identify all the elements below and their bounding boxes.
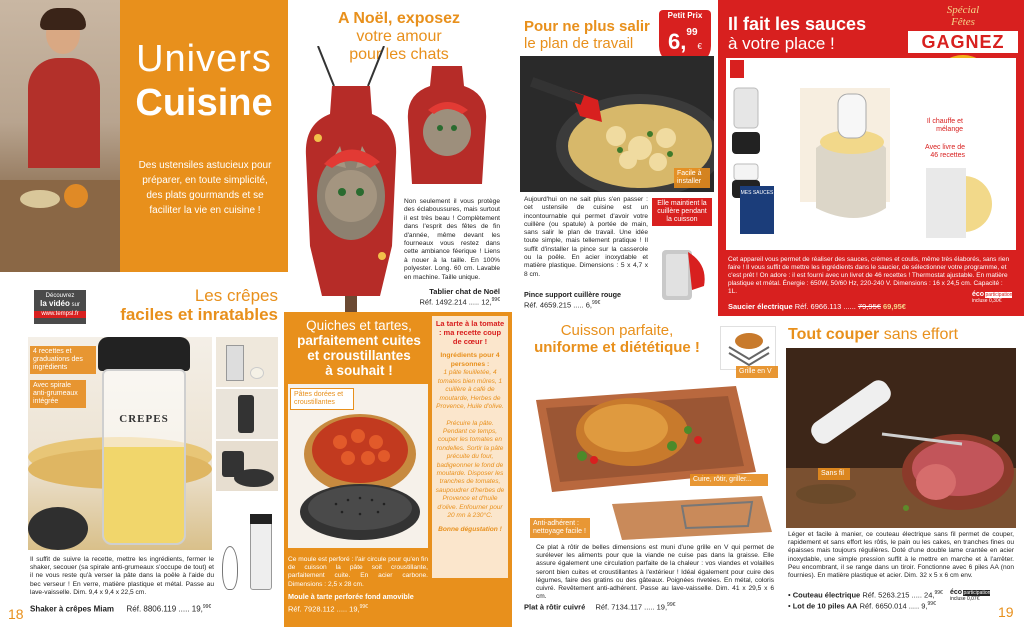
video-badge-url: www.tempsl.fr <box>34 311 86 318</box>
couper-description: Léger et facile à manier, ce couteau électrique sans fil permet de couper, rapidement et sans effort les rôtis, le pain ou les cakes, en tranches fines ou épaisses mais toujours régulières. Doté d'une double lame crantée en acier inoxydable, une simple pression suffit à le mettre en marche et à l'arrêter. Peu encombrant, il se range dans un tiroir. Fonctionne avec 6 piles AA (non fournies). En matière plastique et acier. Dim. 32 x 5 x 6 cm env. <box>788 531 1014 580</box>
quiche-ref: Réf. 7928.112 ..... 19, <box>288 604 360 614</box>
cuisson-price-line <box>524 602 774 612</box>
sauces-eco <box>972 292 1018 304</box>
cuisson-title <box>522 322 712 356</box>
noel-price-cents: 99€ <box>491 297 500 303</box>
quiche-title-line3: et croustillantes <box>307 348 411 363</box>
petit-prix-cents: 99 <box>686 27 698 38</box>
sauces-ref: Réf. 6966.113 ...... <box>794 302 856 311</box>
crepes-product: Shaker à crêpes Miam <box>30 604 115 614</box>
quiche-product: Moule à tarte perforée fond amovible <box>288 592 414 601</box>
cuisson-product: Plat à rôtir cuivré <box>524 602 586 612</box>
video-badge-line1: Découvrez <box>45 293 75 299</box>
crepes-thumb-1 <box>216 337 278 387</box>
sauces-title-line2: à votre place ! <box>728 34 835 53</box>
couper-item2-ref: Réf. 6650.014 ..... 9, <box>859 601 928 611</box>
sauces-product: Saucier électrique <box>728 302 793 311</box>
petit-prix-currency: € <box>697 42 702 51</box>
quiche-tag: Pâtes dorées et croustillantes <box>290 388 354 410</box>
plan-tag-maintient: Elle maintient la cuillère pendant la cuisson <box>652 198 712 226</box>
plan-ref: Réf. 4659.215 ..... 6, <box>524 300 592 310</box>
noel-product: Tablier chat de Noël <box>429 287 500 296</box>
sauces-tag-chauffe: Il chauffe et mélange <box>926 118 963 133</box>
knife-photo <box>786 348 1016 528</box>
cuisson-tag-cuire: Cuire, rôtir, griller... <box>690 474 768 486</box>
couper-item2: • Lot de 10 piles AA Réf. 6650.014 ..... 9,$^{99€}$ <box>788 601 936 611</box>
quiche-title <box>288 318 430 378</box>
crepes-thumb-4 <box>216 496 278 600</box>
recipe-footer: Bonne dégustation ! <box>438 526 502 534</box>
page-number-left: 18 <box>8 606 24 622</box>
crepes-price-line <box>30 604 216 614</box>
roast-pan-photo <box>522 356 780 540</box>
quiche-title-line4: à souhait ! <box>325 363 393 378</box>
crepes-thumb-3 <box>216 441 278 491</box>
sauces-description: Cet appareil vous permet de réaliser des sauces, crèmes et coulis, même très élaborés, sans rien faire ! Il vous suffit de mettre les ingrédients dans le saucier, de sélectionner votre programme, et c'est prêt ! On adore : il est fourni avec un livret de 46 recettes ! Thermostat ajustable. En matière plastique et métal. Énergie : 650W, 50/60 Hz, 220-240 V. Dimensions : 16 x 24,5 cm. Capacité : 1L. <box>728 256 1010 295</box>
couper-item1-name: Couteau électrique <box>792 590 861 600</box>
plan-title-line2: le plan de travail <box>524 35 634 52</box>
sauces-title-line1: Il fait les sauces <box>728 14 867 34</box>
univers-title-line1: Univers <box>136 38 272 80</box>
cuisson-ref: Réf. 7134.117 ..... 19, <box>595 602 668 612</box>
plan-product: Pince support cuillère rouge <box>524 290 622 299</box>
cuisson-title-line2: uniforme et diététique ! <box>534 339 700 356</box>
plan-title-line1: Pour ne plus salir <box>524 18 650 35</box>
cuisson-price-cents: 99€ <box>667 602 676 608</box>
plan-title <box>524 18 664 52</box>
crepes-thumb-2 <box>216 389 278 439</box>
crepes-title-line1: Les crêpes <box>194 286 278 305</box>
petit-prix-price: 6, <box>668 29 687 54</box>
sauces-eco-sub: participation <box>985 292 1013 298</box>
special-line1: Spécial <box>946 4 980 16</box>
roast-thumb <box>720 326 776 370</box>
crepes-title-line2: faciles et inratables <box>120 305 278 324</box>
cuisson-tag-antiadherent: Anti-adhérent : nettoyage facile ! <box>530 518 590 538</box>
special-line2: Fêtes <box>951 16 975 28</box>
couper-eco-sub: participation <box>963 590 991 596</box>
sauces-old-price: 79,95€ <box>857 302 881 311</box>
recipe-title: La tarte à la tomate : ma recette coup de cœur ! <box>435 319 505 346</box>
couper-title-a: Tout couper <box>788 326 880 343</box>
sauces-eco-amount: 0,30€ <box>988 298 1002 304</box>
couper-item1-ref: Réf. 5263.215 ..... 24, <box>862 590 935 600</box>
couper-eco-amount: 0,07€ <box>966 596 980 602</box>
sauces-eco-label: éco <box>972 291 985 298</box>
noel-ref: Réf. 1492.214 ..... 12, <box>419 297 492 307</box>
couper-title <box>788 326 1014 344</box>
video-badge-line2: la vidéo <box>40 299 70 308</box>
quiche-title-line1: Quiches et tartes, <box>306 318 412 333</box>
recipe-steps: Précuire la pâte. Pendant ce temps, couper les tomates en rondelles. Sortir la pâte précuite du four, badigeonner le fond de moutarde. Disposer les tranches de tomates, saupoudrer d'herbes de Provence et d'huile d'olive. Enfourner pour 20 mn à 230°C. <box>435 419 505 519</box>
quiche-description: Ce moule est perforé : l'air circule pour qu'en fin de cuisson la pâte soit croustillante, parfaitement cuite. En acier carbone. Dimensions : 2,5 x 28 cm. <box>288 556 428 588</box>
page-number-right: 19 <box>998 604 1014 620</box>
sauces-new-price: 69,95€ <box>883 302 906 311</box>
petit-prix-label: Petit Prix <box>659 10 711 22</box>
noel-title-line1: A Noël, exposez <box>337 10 461 27</box>
recipe-ingredients-title: Ingrédients pour 4 personnes : <box>440 352 500 368</box>
sauces-book-title: MES SAUCES <box>740 190 774 196</box>
couper-item1-cents: 99€ <box>934 590 943 596</box>
couper-eco-label: éco <box>950 589 963 596</box>
univers-title-line2: Cuisine <box>135 82 273 124</box>
couper-item2-name: Lot de 10 piles AA <box>792 601 858 611</box>
noel-price <box>404 297 500 307</box>
gagnez-label: GAGNEZ <box>908 31 1018 53</box>
univers-panel <box>120 0 288 272</box>
apron-photo <box>300 46 402 312</box>
apron-detail-photo <box>404 66 490 184</box>
cuisson-description: Ce plat à rôtir de belles dimensions est muni d'une grille en V qui permet de surélever les aliments pour que la viande ne cuise pas dans la graisse. Elle assure également une circulation parfaite de la chaleur : vos viandes et volailles seront bien cuites et croustillantes à l'extérieur ! Idéal également pour cuire des légumes, faire des gratins ou des gâteaux. Poignées rivetées. En métal, coloris cuivré. Revêtement anti-adhérent. Passe au lave-vaisselle. Dim. 41 x 29,5 x 6 cm. <box>536 544 774 601</box>
cuisson-title-line1: Cuisson parfaite, <box>560 322 674 339</box>
couper-item1: • Couteau électrique Réf. 5263.215 ..... 24,$^{99€}$ <box>788 590 943 600</box>
chef-photo <box>0 0 120 272</box>
sauces-eco-incl: incluse <box>972 298 988 304</box>
crepes-title <box>92 286 278 324</box>
plan-price-line <box>524 300 656 310</box>
quiche-title-line2: parfaitement cuites <box>297 333 421 348</box>
shaker-label: CREPES <box>119 413 169 425</box>
crepes-description: Il suffit de suivre la recette, mettre les ingrédients, fermer le shaker, secouer (sa spirale anti-grumeaux s'occupe de tout) et il ne vous reste qu'à verser la pâte dans la poêle à l'aide du bec verseur ! En verre, matière plastique et métal. Passe au lave-vaisselle. Dim. 9,4 x 9,4 x 22,5 cm. <box>30 556 214 596</box>
cuisson-tag-grille: Grille en V <box>736 366 778 378</box>
video-badge-line3: sur <box>71 302 80 308</box>
couper-eco <box>950 590 996 602</box>
plan-price-cents: 99€ <box>591 300 601 306</box>
noel-title-line3: pour les chats <box>349 46 449 63</box>
couper-item2-cents: 99€ <box>927 601 936 607</box>
univers-intro: Des ustensiles astucieux pour préparer, en toute simplicité, des plats gourmands et se faciliter la vie en cuisine ! <box>138 160 272 216</box>
recipe-ingredients: 1 pâte feuilletée, 4 tomates bien mûres, 1 cuillère à café de moutarde, Herbes de Provence, Huile d'olive. <box>436 369 504 410</box>
video-badge[interactable] <box>34 290 86 324</box>
recipe-box <box>432 316 508 578</box>
quiche-price-cents: 99€ <box>359 604 368 610</box>
crepes-price-cents: 99€ <box>202 604 212 610</box>
crepes-ref: Réf. 8806.119 ..... 19, <box>126 604 203 614</box>
noel-description: Non seulement il vous protège des éclaboussures, mais surtout il est très beau ! Complètement dans l'esprit des fêtes de fin d'année, même devant les fourneaux vous restez dans cette ambiance féerique ! Liens à nouer à la taille. En 100% polyester. Long. 60 cm. Lavable en machine. Taille unique. <box>404 198 500 281</box>
couper-eco-incl: incluse <box>950 596 966 602</box>
sauces-title <box>728 14 908 54</box>
plan-tag-installer: Facile à installer <box>674 168 710 188</box>
quiche-price-line <box>288 604 434 614</box>
crepes-tag-graduations: 4 recettes et graduations des ingrédients <box>30 346 96 374</box>
clip-photo <box>652 240 712 310</box>
couper-title-b: sans effort <box>883 326 959 343</box>
noel-title-line2: votre amour <box>356 28 442 45</box>
plan-description: Aujourd'hui on ne sait plus s'en passer : cet ustensile de cuisine est un incontournable qui permet d'avoir votre cuillère (ou spatule) à portée de main, sans salir le plan de travail. Une idée toute simple, mais tellement pratique ! Il suffit d'installer la pince sur la casserole ou la poêle. En acier inoxydable et matière plastique. Dimensions : 5 x 4,7 x 8 cm. <box>524 196 648 278</box>
couper-tag-sansfil: Sans fil <box>818 468 850 480</box>
crepes-tag-spiral: Avec spirale anti-grumeaux intégrée <box>30 380 86 408</box>
sauces-book <box>740 186 774 234</box>
sauces-tag-livre: Avec livre de 46 recettes <box>925 144 965 159</box>
